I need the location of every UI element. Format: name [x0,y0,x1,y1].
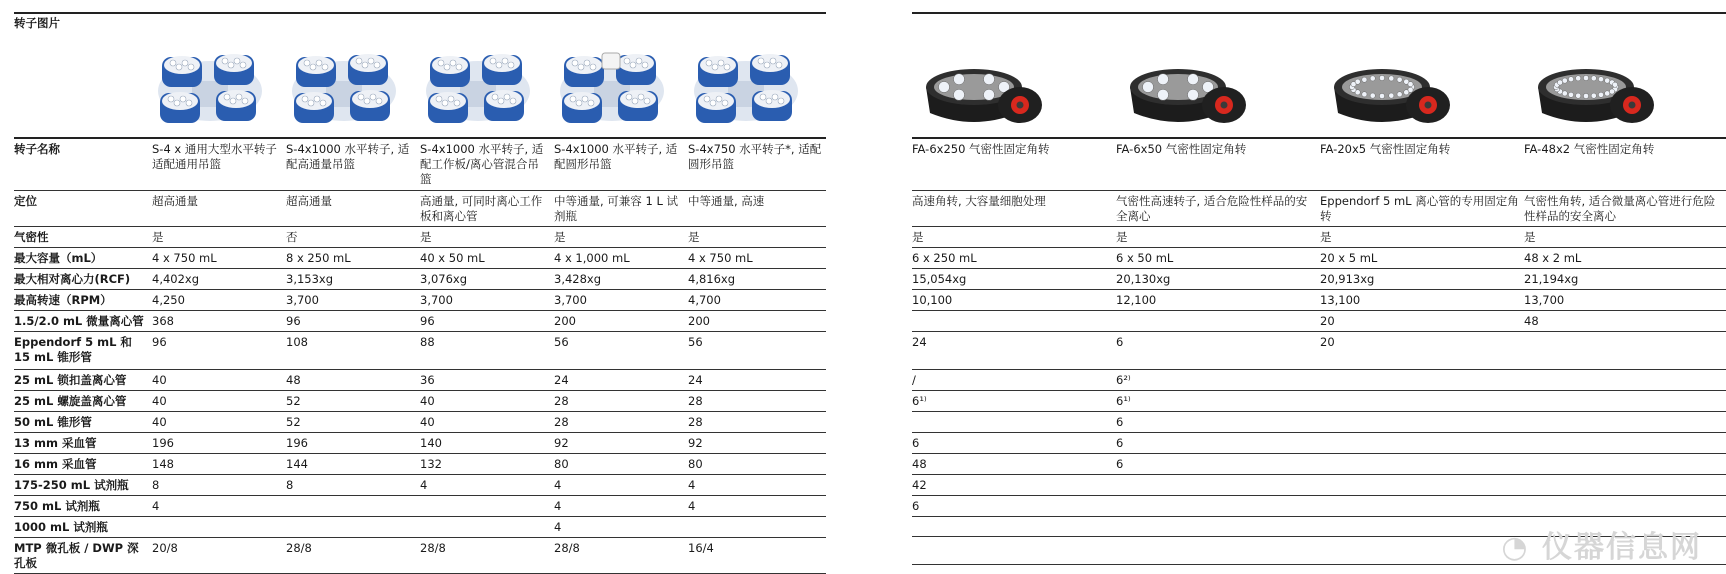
row-label-screw25: 25 mL 螺旋盖离心管 [14,393,127,408]
rpm-value: 3,700 [286,292,319,307]
swing-bucket-rotor-image [420,47,536,131]
snap25-value: 40 [152,372,167,387]
position-value: 超高通量 [152,193,198,208]
bottle175-value: 4 [420,477,428,492]
name-value: FA-20x5 气密性固定角转 [1320,142,1451,156]
name-value: S-4x750 水平转子*, 适配圆形吊篮 [688,142,822,171]
row-eppendorf [14,331,826,369]
blood13-value: 196 [152,435,174,450]
conical50-value: 28 [554,414,569,429]
eppendorf-value [1524,332,1726,337]
row-label-position: 定位 [14,193,37,208]
eppendorf-value: 96 [152,334,167,349]
row-blood16 [912,453,1726,474]
micro-value: 96 [420,313,435,328]
screw25-value: 28 [554,393,569,408]
eppendorf-value: 24 [912,334,927,349]
mtp-value: 28/8 [554,540,580,555]
blood16-value [1524,454,1726,459]
screw25-value: 40 [420,393,435,408]
blood13-value: 6 [1116,435,1124,450]
micro-value [1116,311,1320,316]
rotor-image-cell [1524,13,1726,137]
snap25-value: / [912,372,916,387]
blood13-value: 196 [286,435,308,450]
airtight-value: 是 [688,229,700,244]
fixed-angle-rotor-image [912,47,1052,131]
micro-value: 48 [1524,313,1539,328]
row-label-capacity: 最大容量（mL） [14,250,103,265]
blood16-value: 80 [688,456,703,471]
bottle750-value [1116,496,1320,501]
row-bottle750 [14,495,826,516]
row-label-blood16: 16 mm 采血管 [14,456,97,471]
snap25-value: 36 [420,372,435,387]
row-label-image: 转子图片 [14,16,60,30]
fixed-angle-rotor-table [912,13,1726,565]
micro-value: 20 [1320,313,1335,328]
row-label-bottle175: 175-250 mL 试剂瓶 [14,477,129,492]
row-airtight [14,226,826,247]
blood13-value [1320,433,1524,438]
blood16-value: 80 [554,456,569,471]
blood13-value: 6 [912,435,920,450]
rcf-value: 21,194xg [1524,271,1579,286]
row-rcf [912,268,1726,289]
snap25-value: 24 [554,372,569,387]
bottle175-value: 42 [912,477,927,492]
capacity-value: 4 x 750 mL [688,250,753,265]
bottle175-value: 8 [286,477,294,492]
instrument-logo-icon: ◔ [1501,530,1530,565]
capacity-value: 20 x 5 mL [1320,250,1378,265]
bottle1000-value [688,517,826,522]
eppendorf-value: 88 [420,334,435,349]
bottle750-value: 4 [152,498,160,513]
airtight-value: 是 [1524,229,1536,244]
snap25-value [1524,370,1726,375]
row-bottle175 [912,474,1726,495]
micro-value: 368 [152,313,174,328]
bottle1000-value [152,517,286,522]
bottle175-value [1320,475,1524,480]
blood16-value [1320,454,1524,459]
airtight-value: 是 [1116,229,1128,244]
row-capacity [912,247,1726,268]
airtight-value: 是 [1320,229,1332,244]
airtight-value: 是 [152,229,164,244]
conical50-value: 28 [688,414,703,429]
bottle175-value [1524,475,1726,480]
screw25-value: 28 [688,393,703,408]
row-screw25 [912,390,1726,411]
row-bottle175 [14,474,826,495]
row-conical50 [14,411,826,432]
row-image [14,13,826,138]
conical50-value [912,412,1116,417]
blood13-value: 92 [688,435,703,450]
blood16-value: 144 [286,456,308,471]
row-label-rpm: 最高转速（RPM） [14,292,112,307]
bottle1000-value: 4 [554,519,562,534]
watermark [1501,522,1702,566]
mtp-value: 20/8 [152,540,178,555]
capacity-value: 48 x 2 mL [1524,250,1582,265]
rcf-value: 15,054xg [912,271,967,286]
snap25-value [1320,370,1524,375]
watermark-text: 仪器信息网 [1542,530,1702,565]
swing-bucket-rotor-image [688,47,804,131]
conical50-value [1320,412,1524,417]
row-label-conical50: 50 mL 锥形管 [14,414,92,429]
fixed-angle-rotor-image [1320,47,1460,131]
bottle1000-value [1116,517,1320,522]
rcf-value: 4,816xg [688,271,736,286]
bottle750-value [286,496,420,501]
rotor-image-cell [554,13,688,137]
name-value: S-4 x 通用大型水平转子适配通用吊篮 [152,142,277,171]
bottle750-value [1320,496,1524,501]
screw25-value: 40 [152,393,167,408]
position-value: 气密性高速转子, 适合危险性样品的安全离心 [1116,193,1308,223]
conical50-value: 6 [1116,414,1124,429]
name-value: S-4x1000 水平转子, 适配高通量吊篮 [286,142,410,171]
capacity-value: 6 x 250 mL [912,250,977,265]
capacity-value: 8 x 250 mL [286,250,351,265]
row-label-name: 转子名称 [14,142,60,156]
micro-value [912,311,1116,316]
row-image [912,13,1726,138]
name-value: S-4x1000 水平转子, 适配工作板/离心管混合吊篮 [420,142,544,186]
rotor-image-cell [152,13,286,137]
position-value: 中等通量, 高速 [688,193,765,208]
rpm-value: 3,700 [420,292,453,307]
bottle750-value: 6 [912,498,920,513]
bottle1000-value [1524,517,1726,522]
screw25-value: 6¹⁾ [912,393,927,408]
conical50-value: 40 [420,414,435,429]
eppendorf-value: 56 [554,334,569,349]
row-mtp [14,537,826,573]
position-value: 高通量, 可同时离心工作板和离心管 [420,193,543,223]
bottle1000-value [420,517,554,522]
conical50-value [1524,412,1726,417]
blood16-value: 132 [420,456,442,471]
eppendorf-value: 20 [1320,334,1335,349]
row-bottle750 [912,495,1726,516]
row-blood13 [912,432,1726,453]
blood16-value: 148 [152,456,174,471]
bottle750-value: 4 [688,498,696,513]
micro-value: 96 [286,313,301,328]
row-rpm [14,289,826,310]
airtight-value: 是 [420,229,432,244]
swing-bucket-rotor-image [152,47,268,131]
row-name [912,138,1726,190]
blood13-value: 140 [420,435,442,450]
bottle175-value: 4 [554,477,562,492]
snap25-value: 24 [688,372,703,387]
blood16-value: 6 [1116,456,1124,471]
position-value: 中等通量, 可兼容 1 L 试剂瓶 [554,193,679,223]
rotor-image-cell [688,13,826,137]
screw25-value: 52 [286,393,301,408]
swing-bucket-rotor-table [14,13,826,574]
row-snap25 [14,369,826,390]
bottle750-value [1524,496,1726,501]
snap25-value: 48 [286,372,301,387]
bottle1000-value [912,517,1116,522]
bottle175-value: 8 [152,477,160,492]
bottle1000-value [286,517,420,522]
capacity-value: 4 x 750 mL [152,250,217,265]
screw25-value: 6¹⁾ [1116,393,1131,408]
airtight-value: 否 [286,229,298,244]
fixed-angle-rotor-image [1524,47,1664,131]
fixed-angle-rotor-image [1116,47,1256,131]
row-label-snap25: 25 mL 锁扣盖离心管 [14,372,127,387]
rpm-value: 4,700 [688,292,721,307]
conical50-value: 52 [286,414,301,429]
row-label-airtight: 气密性 [14,229,49,244]
row-airtight [912,226,1726,247]
name-value: FA-48x2 气密性固定角转 [1524,142,1655,156]
row-capacity [14,247,826,268]
capacity-value: 4 x 1,000 mL [554,250,630,265]
rcf-value: 20,913xg [1320,271,1375,286]
rcf-value: 3,076xg [420,271,468,286]
mtp-value: 16/4 [688,540,714,555]
row-position [912,190,1726,226]
conical50-value: 40 [152,414,167,429]
bottle175-value: 4 [688,477,696,492]
airtight-value: 是 [912,229,924,244]
row-bottle1000 [14,516,826,537]
airtight-value: 是 [554,229,566,244]
eppendorf-value: 56 [688,334,703,349]
row-label-eppendorf: Eppendorf 5 mL 和 15 mL 锥形管 [14,334,132,364]
row-screw25 [14,390,826,411]
rotor-image-cell [1116,13,1320,137]
rotor-image-cell [286,13,420,137]
row-conical50 [912,411,1726,432]
position-value: 气密性角转, 适合微量离心管进行危险性样品的安全离心 [1524,193,1716,223]
rotor-image-cell [1320,13,1524,137]
swing-bucket-rotor-image [554,47,670,131]
name-value: FA-6x50 气密性固定角转 [1116,142,1247,156]
capacity-value: 6 x 50 mL [1116,250,1174,265]
row-blood13 [14,432,826,453]
mtp-value [912,537,1116,542]
row-position [14,190,826,226]
rpm-value: 3,700 [554,292,587,307]
row-snap25 [912,369,1726,390]
bottle750-value [420,496,554,501]
rcf-value: 4,402xg [152,271,200,286]
name-value: FA-6x250 气密性固定角转 [912,142,1050,156]
screw25-value [1320,391,1524,396]
bottle1000-value [1320,517,1524,522]
bottle750-value: 4 [554,498,562,513]
eppendorf-value: 6 [1116,334,1124,349]
bottle175-value [1116,475,1320,480]
snap25-value: 6²⁾ [1116,372,1131,387]
rcf-value: 20,130xg [1116,271,1171,286]
micro-value: 200 [688,313,710,328]
capacity-value: 40 x 50 mL [420,250,485,265]
blood16-value: 48 [912,456,927,471]
rotor-image-cell [912,13,1116,137]
rpm-value: 13,700 [1524,292,1565,307]
row-eppendorf [912,331,1726,369]
row-rcf [14,268,826,289]
row-label-blood13: 13 mm 采血管 [14,435,97,450]
mtp-value [1116,537,1320,542]
position-value: 高速角转, 大容量细胞处理 [912,193,1046,208]
micro-value: 200 [554,313,576,328]
rotor-image-cell [420,13,554,137]
rpm-value: 13,100 [1320,292,1361,307]
mtp-value: 28/8 [420,540,446,555]
mtp-value [1320,537,1524,542]
row-rpm [912,289,1726,310]
row-name [14,138,826,190]
swing-bucket-rotor-image [286,47,402,131]
mtp-value: 28/8 [286,540,312,555]
row-label-rcf: 最大相对离心力(RCF) [14,271,131,286]
rcf-value: 3,428xg [554,271,602,286]
name-value: S-4x1000 水平转子, 适配圆形吊篮 [554,142,678,171]
rcf-value: 3,153xg [286,271,334,286]
position-value: Eppendorf 5 mL 离心管的专用固定角转 [1320,193,1519,223]
row-label-micro: 1.5/2.0 mL 微量离心管 [14,313,144,328]
rpm-value: 10,100 [912,292,953,307]
blood13-value: 92 [554,435,569,450]
row-label-mtp: MTP 微孔板 / DWP 深孔板 [14,540,139,570]
row-blood16 [14,453,826,474]
blood13-value [1524,433,1726,438]
position-value: 超高通量 [286,193,332,208]
rpm-value: 4,250 [152,292,185,307]
row-label-bottle750: 750 mL 试剂瓶 [14,498,100,513]
screw25-value [1524,391,1726,396]
row-micro [14,310,826,331]
row-micro [912,310,1726,331]
row-label-bottle1000: 1000 mL 试剂瓶 [14,519,108,534]
rpm-value: 12,100 [1116,292,1157,307]
eppendorf-value: 108 [286,334,308,349]
